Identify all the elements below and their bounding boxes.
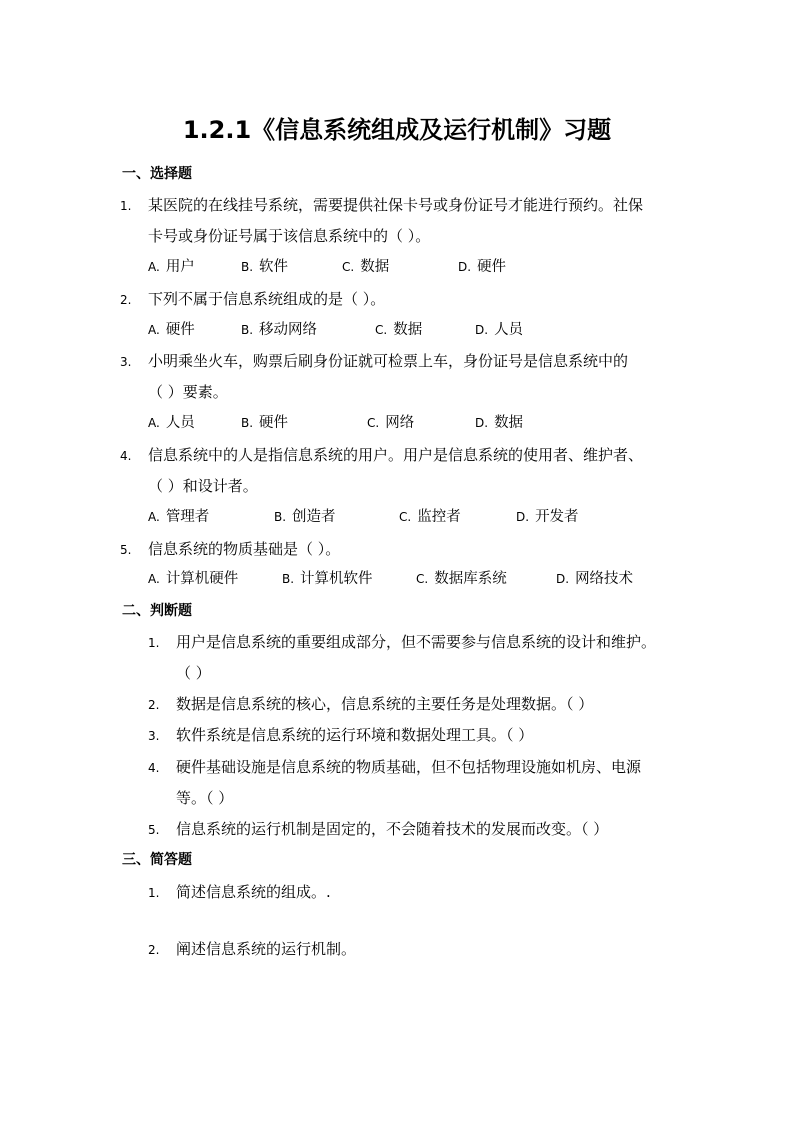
question-text: （ ） [176, 664, 211, 682]
question-number: 1. [148, 886, 160, 900]
question-number: 5. [148, 823, 160, 837]
question-text: 阐述信息系统的运行机制。 [176, 940, 357, 958]
section-heading-short: 三、简答题 [122, 852, 192, 868]
question-number: 2. [148, 943, 160, 957]
question-text: 卡号或身份证号属于该信息系统中的（ ）。 [148, 227, 431, 245]
question-number: 2. [120, 293, 132, 307]
question-text: 下列不属于信息系统组成的是（ ）。 [148, 290, 386, 308]
option-b: B. 计算机软件 [282, 571, 373, 587]
question-text: 硬件基础设施是信息系统的物质基础，但不包括物理设施如机房、电源 [176, 758, 642, 776]
question-text: 软件系统是信息系统的运行环境和数据处理工具。（ ） [176, 726, 534, 744]
page-title: 1.2.1《信息系统组成及运行机制》习题 [182, 116, 612, 144]
question-text: 信息系统中的人是指信息系统的用户。用户是信息系统的使用者、维护者、 [148, 446, 644, 464]
option-c: C. 网络 [367, 415, 415, 431]
question-text: 数据是信息系统的核心，信息系统的主要任务是处理数据。（ ） [176, 695, 594, 713]
question-number: 2. [148, 698, 160, 712]
question-text: 信息系统的物质基础是（ ）。 [148, 540, 341, 558]
option-b: B. 创造者 [274, 509, 336, 525]
option-a: A. 用户 [148, 259, 195, 275]
option-a: A. 人员 [148, 415, 195, 431]
option-b: B. 移动网络 [241, 322, 318, 338]
question-number: 4. [148, 761, 160, 775]
question-text: 信息系统的运行机制是固定的，不会随着技术的发展而改变。（ ） [176, 820, 609, 838]
question-text: 小明乘坐火车，购票后刷身份证就可检票上车，身份证号是信息系统中的 [148, 352, 629, 370]
option-b: B. 硬件 [241, 415, 289, 431]
option-d: D. 硬件 [458, 259, 507, 275]
option-d: D. 网络技术 [556, 571, 634, 587]
question-number: 1. [148, 636, 160, 650]
option-c: C. 数据 [342, 259, 390, 275]
question-number: 3. [120, 355, 132, 369]
option-a: A. 管理者 [148, 509, 210, 525]
option-c: C. 数据库系统 [416, 571, 507, 587]
question-text: 简述信息系统的组成。. [176, 883, 331, 901]
section-heading-judge: 二、判断题 [122, 603, 192, 619]
question-number: 1. [120, 199, 132, 213]
question-number: 3. [148, 729, 160, 743]
question-number: 4. [120, 449, 132, 463]
question-text: 等。（ ） [176, 789, 234, 807]
question-number: 5. [120, 543, 132, 557]
question-text: （ ）要素。 [148, 383, 228, 401]
option-a: A. 硬件 [148, 322, 195, 338]
question-text: （ ）和设计者。 [148, 477, 258, 495]
option-c: C. 监控者 [399, 509, 461, 525]
option-a: A. 计算机硬件 [148, 571, 239, 587]
option-b: B. 软件 [241, 259, 289, 275]
option-c: C. 数据 [375, 322, 423, 338]
question-text: 用户是信息系统的重要组成部分，但不需要参与信息系统的设计和维护。 [176, 633, 657, 651]
section-heading-choice: 一、选择题 [122, 166, 192, 182]
option-d: D. 人员 [475, 322, 524, 338]
question-text: 某医院的在线挂号系统，需要提供社保卡号或身份证号才能进行预约。社保 [148, 196, 644, 214]
option-d: D. 数据 [475, 415, 524, 431]
option-d: D. 开发者 [516, 509, 579, 525]
